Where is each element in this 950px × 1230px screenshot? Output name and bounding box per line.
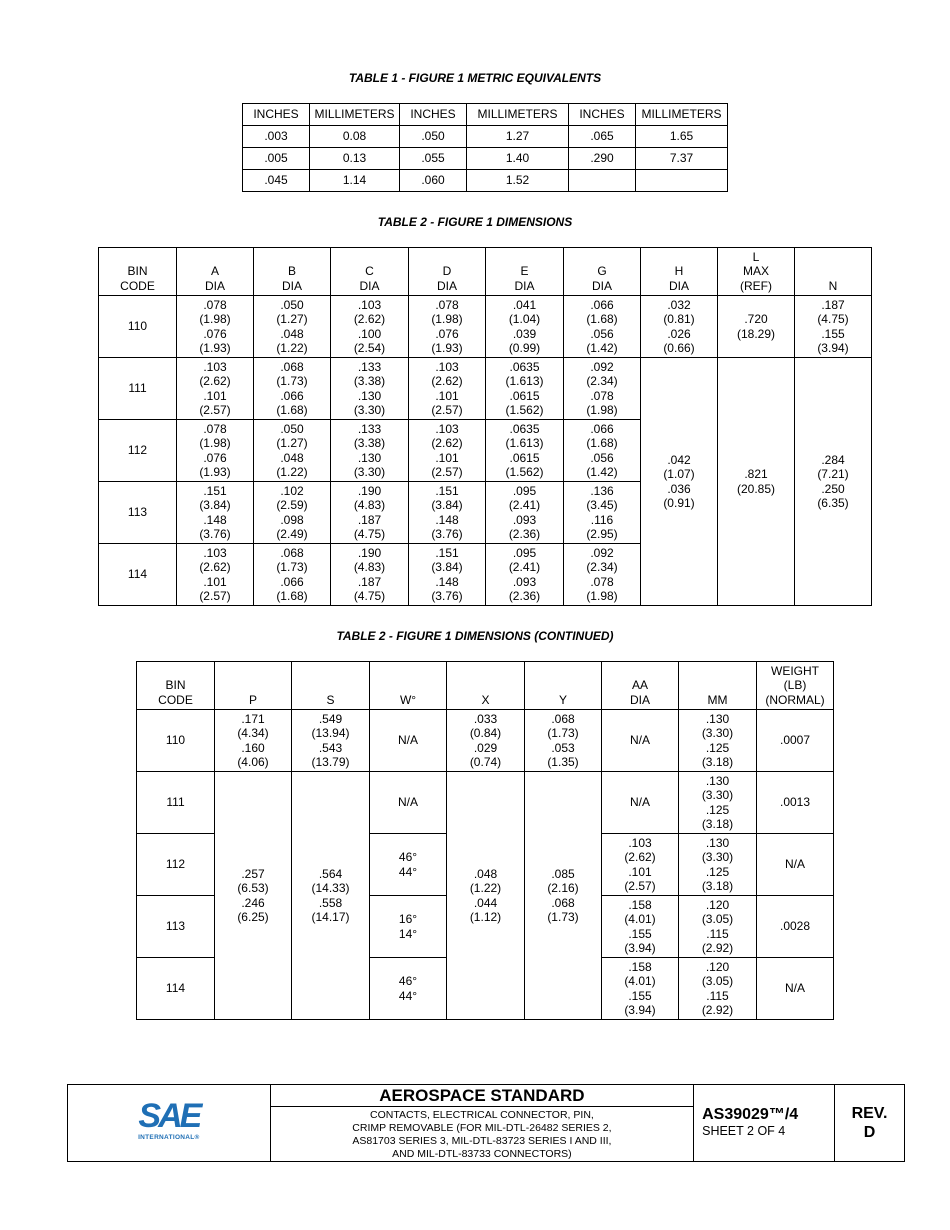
table-cell: .158 (4.01) .155 (3.94) (602, 958, 679, 1020)
table-cell: .055 (400, 148, 467, 170)
description-line: CONTACTS, ELECTRICAL CONNECTOR, PIN, (369, 1109, 594, 1121)
table-cell: .078 (1.98) .076 (1.93) (177, 420, 254, 482)
header-cell: Y (525, 662, 602, 710)
table-cell: .068 (1.73) .053 (1.35) (525, 710, 602, 772)
table-cell: .133 (3.38) .130 (3.30) (331, 358, 409, 420)
header-cell: INCHES (243, 104, 310, 126)
standard-title: AEROSPACE STANDARD (270, 1085, 693, 1107)
header-cell: H DIA (641, 248, 718, 296)
table-cell: .005 (243, 148, 310, 170)
table-cell: 16° 14° (370, 896, 447, 958)
document-number: AS39029™/4 (702, 1105, 799, 1123)
header-cell: S (292, 662, 370, 710)
table-cell: N/A (370, 710, 447, 772)
table-cell: 0.08 (310, 126, 400, 148)
merged-p-cell: .257 (6.53) .246 (6.25) (215, 772, 292, 1020)
table-cell: .033 (0.84) .029 (0.74) (447, 710, 525, 772)
header-cell: A DIA (177, 248, 254, 296)
table-row (243, 148, 728, 170)
table-cell: 1.40 (467, 148, 569, 170)
bin-code-cell: 113 (137, 896, 215, 958)
table-cell: .092 (2.34) .078 (1.98) (564, 544, 641, 606)
table-row (243, 126, 728, 148)
table-cell: .066 (1.68) .056 (1.42) (564, 296, 641, 358)
table-cell: .0007 (757, 710, 834, 772)
table-cell: .158 (4.01) .155 (3.94) (602, 896, 679, 958)
table-cell: 1.65 (636, 126, 728, 148)
table-cell: N/A (602, 772, 679, 834)
header-cell: WEIGHT (LB) (NORMAL) (757, 662, 834, 710)
table-cell: .720 (18.29) (718, 296, 795, 358)
merged-n-cell: .284 (7.21) .250 (6.35) (795, 358, 872, 606)
table-cell: 1.52 (467, 170, 569, 192)
description-line: AND MIL-DTL-83733 CONNECTORS) (392, 1148, 572, 1160)
table-cell: .130 (3.30) .125 (3.18) (679, 710, 757, 772)
sheet-number: SHEET 2 OF 4 (702, 1124, 786, 1138)
table-header-row (243, 104, 728, 126)
table-cell: .103 (2.62) .101 (2.57) (177, 544, 254, 606)
table-cell: .045 (243, 170, 310, 192)
header-cell: MM (679, 662, 757, 710)
table-row (243, 170, 728, 192)
table-cell: .050 (1.27) .048 (1.22) (254, 296, 331, 358)
table-cell: .103 (2.62) .101 (2.57) (409, 358, 486, 420)
revision-cell (835, 1085, 905, 1162)
header-cell: BIN CODE (137, 662, 215, 710)
table-cell: .068 (1.73) .066 (1.68) (254, 358, 331, 420)
sae-logo-mark: SAE (138, 1096, 200, 1135)
bin-code-cell: 112 (137, 834, 215, 896)
header-cell: P (215, 662, 292, 710)
table-row (99, 296, 872, 358)
merged-x-cell: .048 (1.22) .044 (1.12) (447, 772, 525, 1020)
header-cell: BIN CODE (99, 248, 177, 296)
table-cell: .065 (569, 126, 636, 148)
table-cell: .0635 (1.613) .0615 (1.562) (486, 358, 564, 420)
table-cell: .0028 (757, 896, 834, 958)
table-cell: .003 (243, 126, 310, 148)
table-cell: .050 (400, 126, 467, 148)
table-cell: .0635 (1.613) .0615 (1.562) (486, 420, 564, 482)
table-cell: .290 (569, 148, 636, 170)
header-cell: C DIA (331, 248, 409, 296)
header-cell: N (795, 248, 872, 296)
header-cell: INCHES (400, 104, 467, 126)
table-cell: .060 (400, 170, 467, 192)
table-cell: .130 (3.30) .125 (3.18) (679, 772, 757, 834)
table-header-row (99, 248, 872, 296)
revision-value: D (863, 1124, 876, 1141)
header-cell: B DIA (254, 248, 331, 296)
merged-h-dia-cell: .042 (1.07) .036 (0.91) (641, 358, 718, 606)
metric-equivalents-table (242, 103, 728, 192)
table-cell: 1.14 (310, 170, 400, 192)
bin-code-cell: 111 (137, 772, 215, 834)
table-cell (569, 170, 636, 192)
bin-code-cell: 113 (99, 482, 177, 544)
table-cell: .095 (2.41) .093 (2.36) (486, 544, 564, 606)
table-cell: .151 (3.84) .148 (3.76) (177, 482, 254, 544)
table-cell: .187 (4.75) .155 (3.94) (795, 296, 872, 358)
table1-caption: TABLE 1 - FIGURE 1 METRIC EQUIVALENTS (348, 71, 602, 85)
table-cell: .171 (4.34) .160 (4.06) (215, 710, 292, 772)
title-block (67, 1084, 905, 1162)
table-cell: .103 (2.62) .101 (2.57) (409, 420, 486, 482)
table-cell: .041 (1.04) .039 (0.99) (486, 296, 564, 358)
bin-code-cell: 110 (137, 710, 215, 772)
table-cell: N/A (370, 772, 447, 834)
table-cell: .133 (3.38) .130 (3.30) (331, 420, 409, 482)
header-cell: INCHES (569, 104, 636, 126)
table-cell: .136 (3.45) .116 (2.95) (564, 482, 641, 544)
table2-caption: TABLE 2 - FIGURE 1 DIMENSIONS (377, 215, 573, 229)
table-cell: .103 (2.62) .101 (2.57) (602, 834, 679, 896)
header-cell: MILLIMETERS (467, 104, 569, 126)
table-cell: 46° 44° (370, 958, 447, 1020)
dimensions-continued-table (136, 661, 834, 1020)
header-cell: X (447, 662, 525, 710)
header-cell: D DIA (409, 248, 486, 296)
table-cell: .120 (3.05) .115 (2.92) (679, 958, 757, 1020)
table-cell: .549 (13.94) .543 (13.79) (292, 710, 370, 772)
header-cell: MILLIMETERS (310, 104, 400, 126)
bin-code-cell: 114 (99, 544, 177, 606)
merged-l-max-cell: .821 (20.85) (718, 358, 795, 606)
table-cell: .050 (1.27) .048 (1.22) (254, 420, 331, 482)
table-cell: .130 (3.30) .125 (3.18) (679, 834, 757, 896)
table-cell: .151 (3.84) .148 (3.76) (409, 482, 486, 544)
table-cell: .151 (3.84) .148 (3.76) (409, 544, 486, 606)
table-cell: .068 (1.73) .066 (1.68) (254, 544, 331, 606)
table-cell: .095 (2.41) .093 (2.36) (486, 482, 564, 544)
header-cell: W° (370, 662, 447, 710)
merged-y-cell: .085 (2.16) .068 (1.73) (525, 772, 602, 1020)
table3-caption: TABLE 2 - FIGURE 1 DIMENSIONS (CONTINUED) (336, 629, 614, 643)
table-cell: N/A (602, 710, 679, 772)
table-cell: 7.37 (636, 148, 728, 170)
table-cell: .092 (2.34) .078 (1.98) (564, 358, 641, 420)
table-header-row (137, 662, 834, 710)
description-line: CRIMP REMOVABLE (FOR MIL-DTL-26482 SERIES 2, (352, 1122, 612, 1134)
table-row (137, 710, 834, 772)
table-cell: .120 (3.05) .115 (2.92) (679, 896, 757, 958)
bin-code-cell: 112 (99, 420, 177, 482)
description-line: AS81703 SERIES 3, MIL-DTL-83723 SERIES I AND III, (352, 1135, 612, 1147)
table-cell: .0013 (757, 772, 834, 834)
bin-code-cell: 114 (137, 958, 215, 1020)
table-cell: .032 (0.81) .026 (0.66) (641, 296, 718, 358)
table-cell: .190 (4.83) .187 (4.75) (331, 544, 409, 606)
header-cell: MILLIMETERS (636, 104, 728, 126)
header-cell: G DIA (564, 248, 641, 296)
header-cell: E DIA (486, 248, 564, 296)
bin-code-cell: 110 (99, 296, 177, 358)
table-cell: .078 (1.98) .076 (1.93) (177, 296, 254, 358)
table-cell: .103 (2.62) .100 (2.54) (331, 296, 409, 358)
sae-logo (68, 1085, 271, 1162)
table-cell (636, 170, 728, 192)
table-cell: .190 (4.83) .187 (4.75) (331, 482, 409, 544)
revision-label: REV. (851, 1105, 888, 1122)
document-number-cell (694, 1085, 835, 1162)
table-cell: .078 (1.98) .076 (1.93) (409, 296, 486, 358)
table-cell: .102 (2.59) .098 (2.49) (254, 482, 331, 544)
dimensions-table (98, 247, 872, 606)
table-cell: N/A (757, 958, 834, 1020)
table-cell: 1.27 (467, 126, 569, 148)
table-row (137, 772, 834, 834)
table-cell: 0.13 (310, 148, 400, 170)
header-cell: AA DIA (602, 662, 679, 710)
bin-code-cell: 111 (99, 358, 177, 420)
merged-s-cell: .564 (14.33) .558 (14.17) (292, 772, 370, 1020)
table-cell: N/A (757, 834, 834, 896)
sae-logo-subtitle: INTERNATIONAL® (138, 1133, 200, 1141)
header-cell: L MAX (REF) (718, 248, 795, 296)
table-cell: 46° 44° (370, 834, 447, 896)
table-row (99, 358, 872, 420)
standard-description (270, 1107, 693, 1162)
table-cell: .066 (1.68) .056 (1.42) (564, 420, 641, 482)
table-cell: .103 (2.62) .101 (2.57) (177, 358, 254, 420)
